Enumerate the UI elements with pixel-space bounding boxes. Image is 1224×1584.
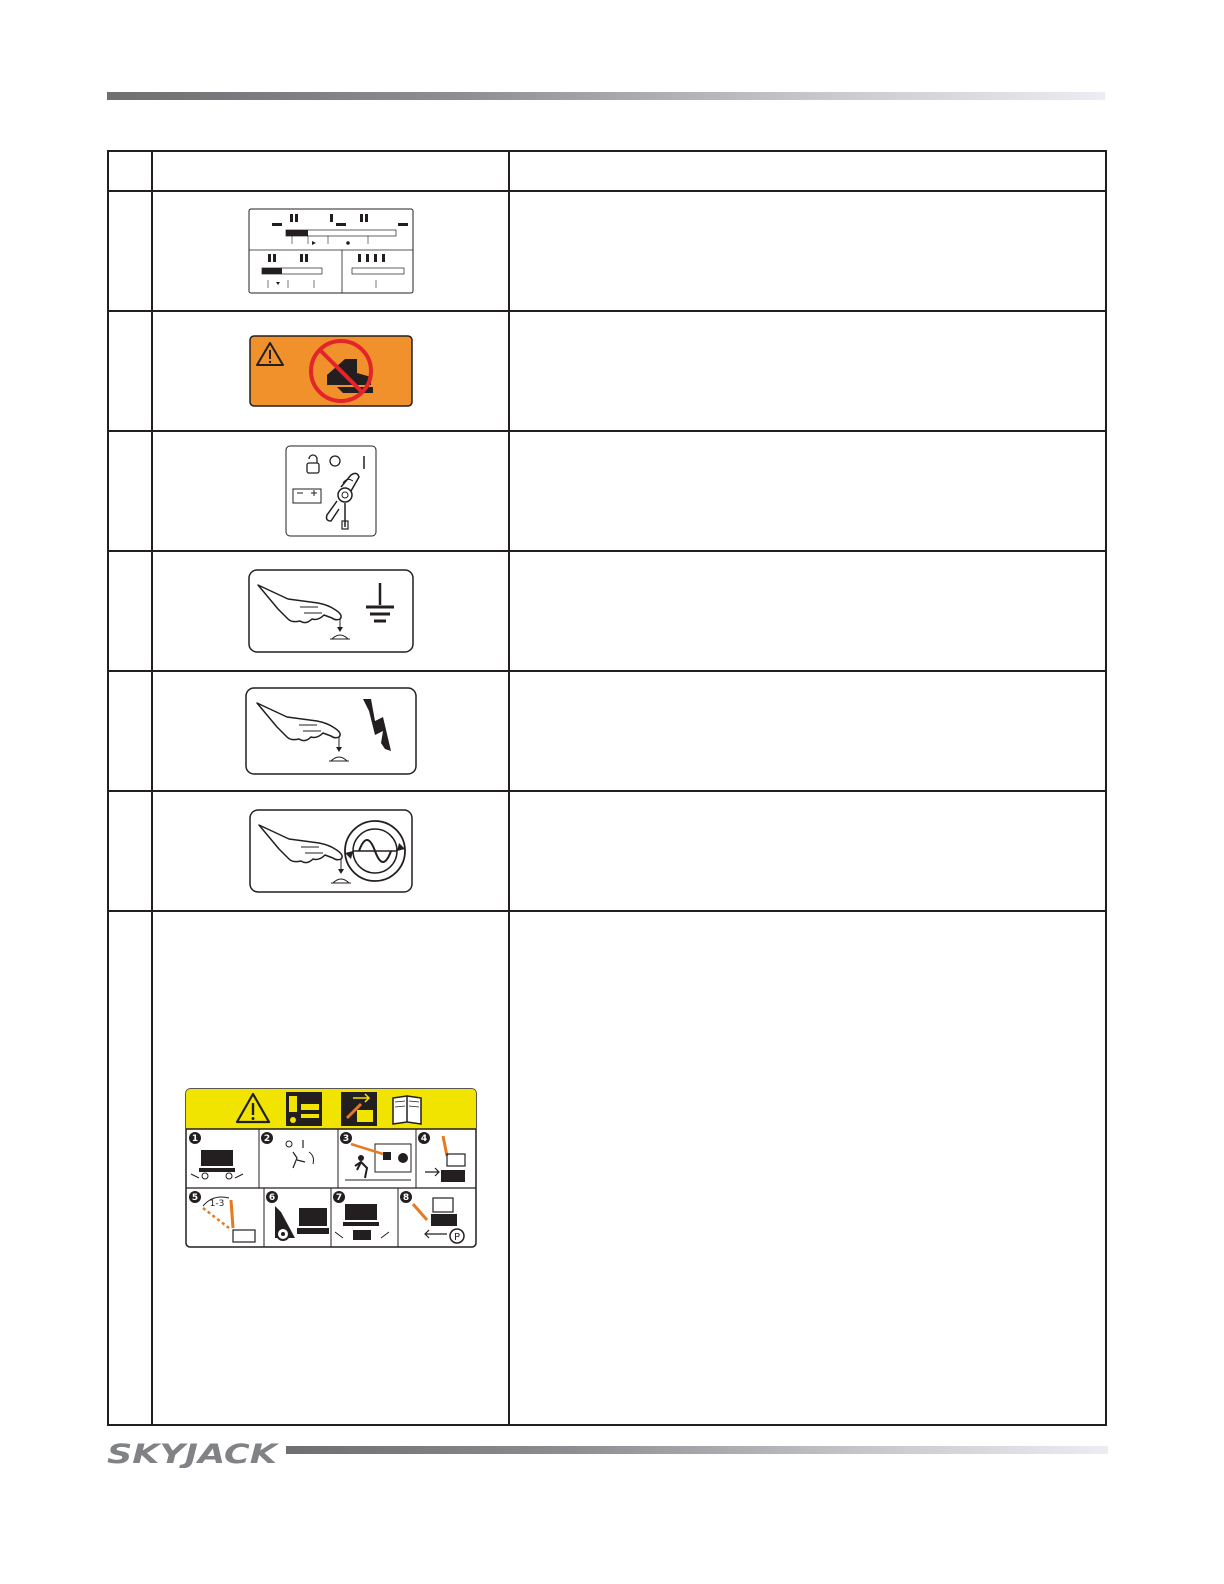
step-number: 4 (420, 1134, 427, 1144)
col-header-decal (152, 151, 509, 191)
row-number (108, 791, 152, 911)
description-cell (509, 311, 1106, 431)
step-number: 2 (263, 1134, 270, 1144)
row-number (108, 551, 152, 671)
row-number (108, 911, 152, 1425)
row-number (108, 671, 152, 791)
col-header-number (108, 151, 152, 191)
col-header-description (509, 151, 1106, 191)
park-letter: P (453, 1232, 460, 1243)
decal-cell (152, 431, 509, 551)
decal-cell (152, 911, 509, 1425)
table-row (108, 671, 1106, 791)
footer-rule (286, 1446, 1108, 1454)
svg-text:SKYJACK: SKYJACK (107, 1439, 280, 1468)
decal-cell (152, 671, 509, 791)
no-foot-warning-icon (249, 335, 413, 407)
key-lockout-icon (285, 445, 377, 537)
step5-label: 1-3 (209, 1199, 224, 1209)
description-cell (509, 191, 1106, 311)
row-number (108, 311, 152, 431)
hand-shock-icon (245, 687, 417, 775)
step-number: 7 (335, 1193, 342, 1203)
wiring-diagram-icon (248, 208, 414, 294)
decal-cell (152, 191, 509, 311)
description-cell (509, 551, 1106, 671)
table-row (108, 311, 1106, 431)
skyjack-logo (107, 1434, 282, 1468)
row-number (108, 191, 152, 311)
description-cell (509, 791, 1106, 911)
decal-cell (152, 311, 509, 431)
header-rule (107, 92, 1105, 100)
table-row (108, 431, 1106, 551)
table-row (108, 551, 1106, 671)
decal-cell (152, 791, 509, 911)
hand-ac-power-icon (249, 809, 413, 893)
step-number: 6 (268, 1193, 275, 1203)
step-number: 5 (191, 1193, 198, 1203)
table-row (108, 191, 1106, 311)
hand-ground-icon (248, 569, 414, 653)
table-header-row (108, 151, 1106, 191)
description-cell (509, 671, 1106, 791)
emergency-lowering-decal (185, 1088, 477, 1248)
decal-table (107, 150, 1107, 1426)
table-row (108, 791, 1106, 911)
step-number: 8 (402, 1193, 409, 1203)
step-number: 1 (191, 1134, 198, 1144)
decal-cell (152, 551, 509, 671)
description-cell (509, 911, 1106, 1425)
step-number: 3 (342, 1134, 349, 1144)
row-number (108, 431, 152, 551)
description-cell (509, 431, 1106, 551)
table-row (108, 911, 1106, 1425)
